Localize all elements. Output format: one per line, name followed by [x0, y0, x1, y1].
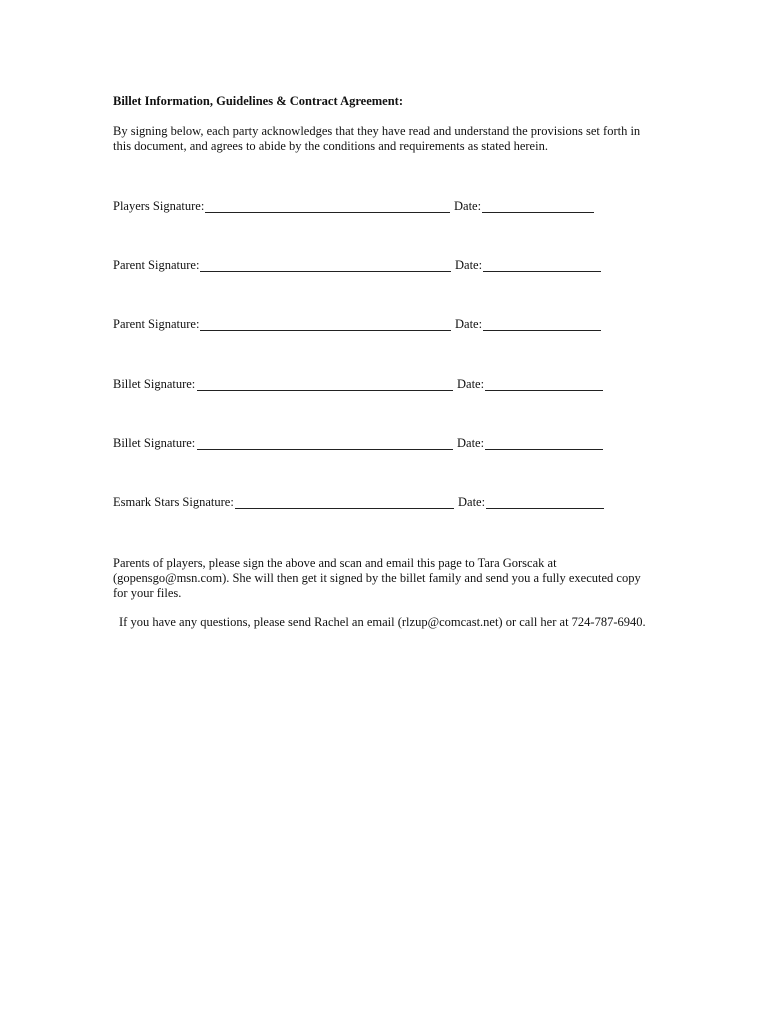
- signature-line[interactable]: [197, 449, 453, 450]
- closing-paragraph: Parents of players, please sign the above and scan and email this page to Tara Gorscak at (gopensgo@msn.com). She will then get it signed by the billet family and send you a fully executed copy for your files.: [113, 556, 641, 600]
- date-line[interactable]: [485, 390, 603, 391]
- signature-label: Billet Signature:: [113, 377, 196, 391]
- signature-label: Parent Signature:: [113, 317, 200, 331]
- intro-paragraph: By signing below, each party acknowledges that they have read and understand the provisions set forth in this document, and agrees to abide by the conditions and requirements as stated herein.: [113, 124, 641, 153]
- date-label: Date:: [458, 495, 486, 509]
- signature-label: Esmark Stars Signature:: [113, 495, 234, 509]
- signature-row-parent-2: [113, 317, 633, 335]
- signature-row-players: [113, 199, 633, 217]
- signature-row-esmark-stars: [113, 495, 633, 513]
- signature-line[interactable]: [200, 271, 451, 272]
- date-label: Date:: [455, 258, 483, 272]
- date-line[interactable]: [486, 508, 604, 509]
- document-title: Billet Information, Guidelines & Contract Agreement:: [113, 94, 404, 108]
- contact-line: If you have any questions, please send Rachel an email (rlzup@comcast.net) or call her at 724-787-6940.: [119, 615, 646, 629]
- date-label: Date:: [455, 317, 483, 331]
- date-line[interactable]: [483, 330, 601, 331]
- date-label: Date:: [454, 199, 482, 213]
- date-line[interactable]: [482, 212, 594, 213]
- signature-line[interactable]: [200, 330, 451, 331]
- date-label: Date:: [457, 377, 485, 391]
- signature-row-parent-1: [113, 258, 633, 276]
- signature-line[interactable]: [197, 390, 453, 391]
- date-line[interactable]: [483, 271, 601, 272]
- signature-line[interactable]: [235, 508, 454, 509]
- signature-label: Players Signature:: [113, 199, 205, 213]
- signature-line[interactable]: [205, 212, 450, 213]
- signature-row-billet-1: [113, 377, 633, 395]
- date-line[interactable]: [485, 449, 603, 450]
- signature-label: Billet Signature:: [113, 436, 196, 450]
- date-label: Date:: [457, 436, 485, 450]
- signature-label: Parent Signature:: [113, 258, 200, 272]
- signature-row-billet-2: [113, 436, 633, 454]
